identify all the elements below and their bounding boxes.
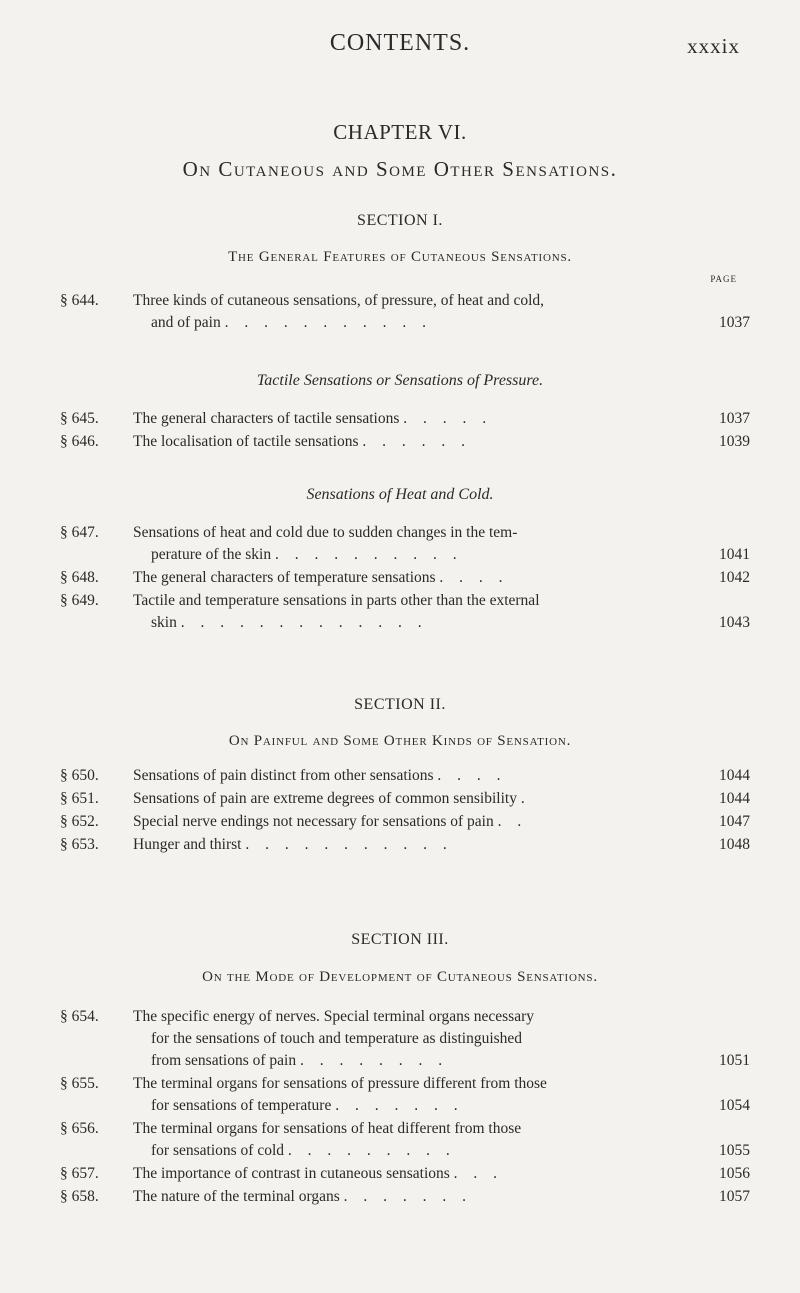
toc-entry[interactable] — [60, 1006, 750, 1072]
entry-text — [133, 522, 673, 566]
entry-line: perature of the skin . . . . . . . . . . — [151, 546, 463, 563]
leader-dots: . . . . . — [403, 410, 493, 427]
leader-dots: . . . . . . . . . . . — [245, 836, 453, 853]
toc-entry[interactable] — [60, 408, 750, 430]
entry-line: The nature of the terminal organs . . . . . . . — [133, 1188, 472, 1205]
entry-text — [133, 590, 673, 634]
entry-text — [133, 834, 673, 856]
chapter-title: CHAPTER VI. — [333, 120, 467, 144]
page-header — [0, 30, 800, 60]
entry-line: for sensations of cold . . . . . . . . . — [151, 1142, 456, 1159]
entry-line: Tactile and temperature sensations in parts other than the external — [133, 592, 540, 609]
entry-line: The general characters of tactile sensations . . . . . — [133, 410, 493, 427]
entry-text — [133, 788, 673, 810]
chapter-subtitle: On Cutaneous and Some Other Sensations. — [182, 157, 618, 181]
entry-line: for sensations of temperature . . . . . . . — [151, 1097, 464, 1114]
entry-line: and of pain . . . . . . . . . . . — [151, 314, 432, 331]
leader-dots: . . . . . . . . — [299, 1052, 449, 1069]
entry-line: The specific energy of nerves. Special terminal organs necessary — [133, 1008, 534, 1025]
leader-dots: . . . . . . . . . . . — [224, 314, 432, 331]
section-number: § 650. — [60, 767, 99, 784]
page-ref: 1044 — [719, 767, 750, 784]
page-ref: 1039 — [719, 433, 750, 450]
leader-dots: . — [520, 790, 531, 807]
entry-line: skin . . . . . . . . . . . . . — [151, 614, 428, 631]
toc-entry[interactable] — [60, 290, 750, 334]
group-heading-tactile: Tactile Sensations or Sensations of Pressure. — [256, 372, 544, 389]
entry-text — [133, 567, 673, 589]
entry-line: The localisation of tactile sensations . . . . . . — [133, 433, 472, 450]
group-heading-heat-cold: Sensations of Heat and Cold. — [306, 486, 494, 503]
toc-entry[interactable] — [60, 522, 750, 566]
page-ref: 1056 — [719, 1165, 750, 1182]
entry-text — [133, 765, 673, 787]
entry-text — [133, 1186, 673, 1208]
toc-entry[interactable] — [60, 1186, 750, 1208]
section-heading-2: SECTION II. — [354, 696, 446, 713]
section-number: § 657. — [60, 1165, 99, 1182]
toc-entry[interactable] — [60, 567, 750, 589]
entry-line: Sensations of pain are extreme degrees of common sensibility . — [133, 790, 531, 807]
section-number: § 647. — [60, 524, 99, 541]
entry-line: The general characters of temperature sensations . . . . — [133, 569, 509, 586]
entry-line: The terminal organs for sensations of pressure different from those — [133, 1075, 547, 1092]
toc-entry[interactable] — [60, 811, 750, 833]
section-number: § 655. — [60, 1075, 99, 1092]
section-number: § 648. — [60, 569, 99, 586]
entry-line: from sensations of pain . . . . . . . . — [151, 1052, 449, 1069]
section-subtitle-3: On the Mode of Development of Cutaneous Sensations. — [202, 969, 598, 985]
entry-text — [133, 1163, 673, 1185]
page-column-label: PAGE — [710, 274, 737, 284]
section-number: § 658. — [60, 1188, 99, 1205]
entry-line: Special nerve endings not necessary for sensations of pain . . — [133, 813, 528, 830]
leader-dots: . . . — [453, 1165, 504, 1182]
page-ref: 1037 — [719, 314, 750, 331]
entry-line: The terminal organs for sensations of heat different from those — [133, 1120, 522, 1137]
page-ref: 1051 — [719, 1052, 750, 1069]
toc-entry[interactable] — [60, 1118, 750, 1162]
entry-line: Sensations of pain distinct from other sensations . . . . — [133, 767, 507, 784]
leader-dots: . . . . . . . . . . — [274, 546, 463, 563]
leader-dots: . . . . . . . — [335, 1097, 464, 1114]
entry-text — [133, 408, 673, 430]
page-ref: 1037 — [719, 410, 750, 427]
entry-line: Sensations of heat and cold due to sudden changes in the tem- — [133, 524, 518, 541]
entry-line: for the sensations of touch and temperature as distinguished — [151, 1030, 523, 1047]
page-ref: 1042 — [719, 569, 750, 586]
section-heading-1: SECTION I. — [357, 212, 443, 229]
page-ref: 1044 — [719, 790, 750, 807]
entry-line: The importance of contrast in cutaneous sensations . . . — [133, 1165, 504, 1182]
section-number: § 651. — [60, 790, 99, 807]
section-number: § 654. — [60, 1008, 99, 1025]
page-ref: 1047 — [719, 813, 750, 830]
toc-entry[interactable] — [60, 765, 750, 787]
toc-entry[interactable] — [60, 1163, 750, 1185]
running-title: CONTENTS. — [329, 30, 471, 56]
leader-dots: . . . . — [437, 767, 507, 784]
section-number: § 646. — [60, 433, 99, 450]
leader-dots: . . . . . . . . . — [287, 1142, 456, 1159]
section-number: § 649. — [60, 592, 99, 609]
toc-entry[interactable] — [60, 834, 750, 856]
leader-dots: . . . . — [439, 569, 509, 586]
entry-text — [133, 1118, 673, 1162]
page-ref: 1041 — [719, 546, 750, 563]
section-number: § 653. — [60, 836, 99, 853]
leader-dots: . . — [497, 813, 528, 830]
page-ref: 1048 — [719, 836, 750, 853]
entry-text — [133, 811, 673, 833]
page-ref: 1057 — [719, 1188, 750, 1205]
leader-dots: . . . . . . — [362, 433, 472, 450]
section-heading-3: SECTION III. — [351, 931, 449, 948]
section-number: § 652. — [60, 813, 99, 830]
section-subtitle-2: On Painful and Some Other Kinds of Sensation. — [228, 733, 572, 749]
toc-entry[interactable] — [60, 431, 750, 453]
entry-text — [133, 1073, 673, 1117]
entry-line: Hunger and thirst . . . . . . . . . . . — [133, 836, 453, 853]
toc-entry[interactable] — [60, 1073, 750, 1117]
entry-line: Three kinds of cutaneous sensations, of pressure, of heat and cold, — [133, 292, 545, 309]
page-ref: 1043 — [719, 614, 750, 631]
entry-text — [133, 431, 673, 453]
page-number: xxxix — [687, 34, 740, 58]
section-number: § 656. — [60, 1120, 99, 1137]
entry-text — [133, 290, 673, 334]
page-ref: 1055 — [719, 1142, 750, 1159]
entry-text — [133, 1006, 673, 1072]
section-number: § 645. — [60, 410, 99, 427]
leader-dots: . . . . . . . . . . . . . — [180, 614, 428, 631]
leader-dots: . . . . . . . — [343, 1188, 472, 1205]
toc-entry[interactable] — [60, 788, 750, 810]
page-ref: 1054 — [719, 1097, 750, 1114]
section-number: § 644. — [60, 292, 99, 309]
toc-entry[interactable] — [60, 590, 750, 634]
section-subtitle-1: The General Features of Cutaneous Sensations. — [228, 249, 572, 265]
